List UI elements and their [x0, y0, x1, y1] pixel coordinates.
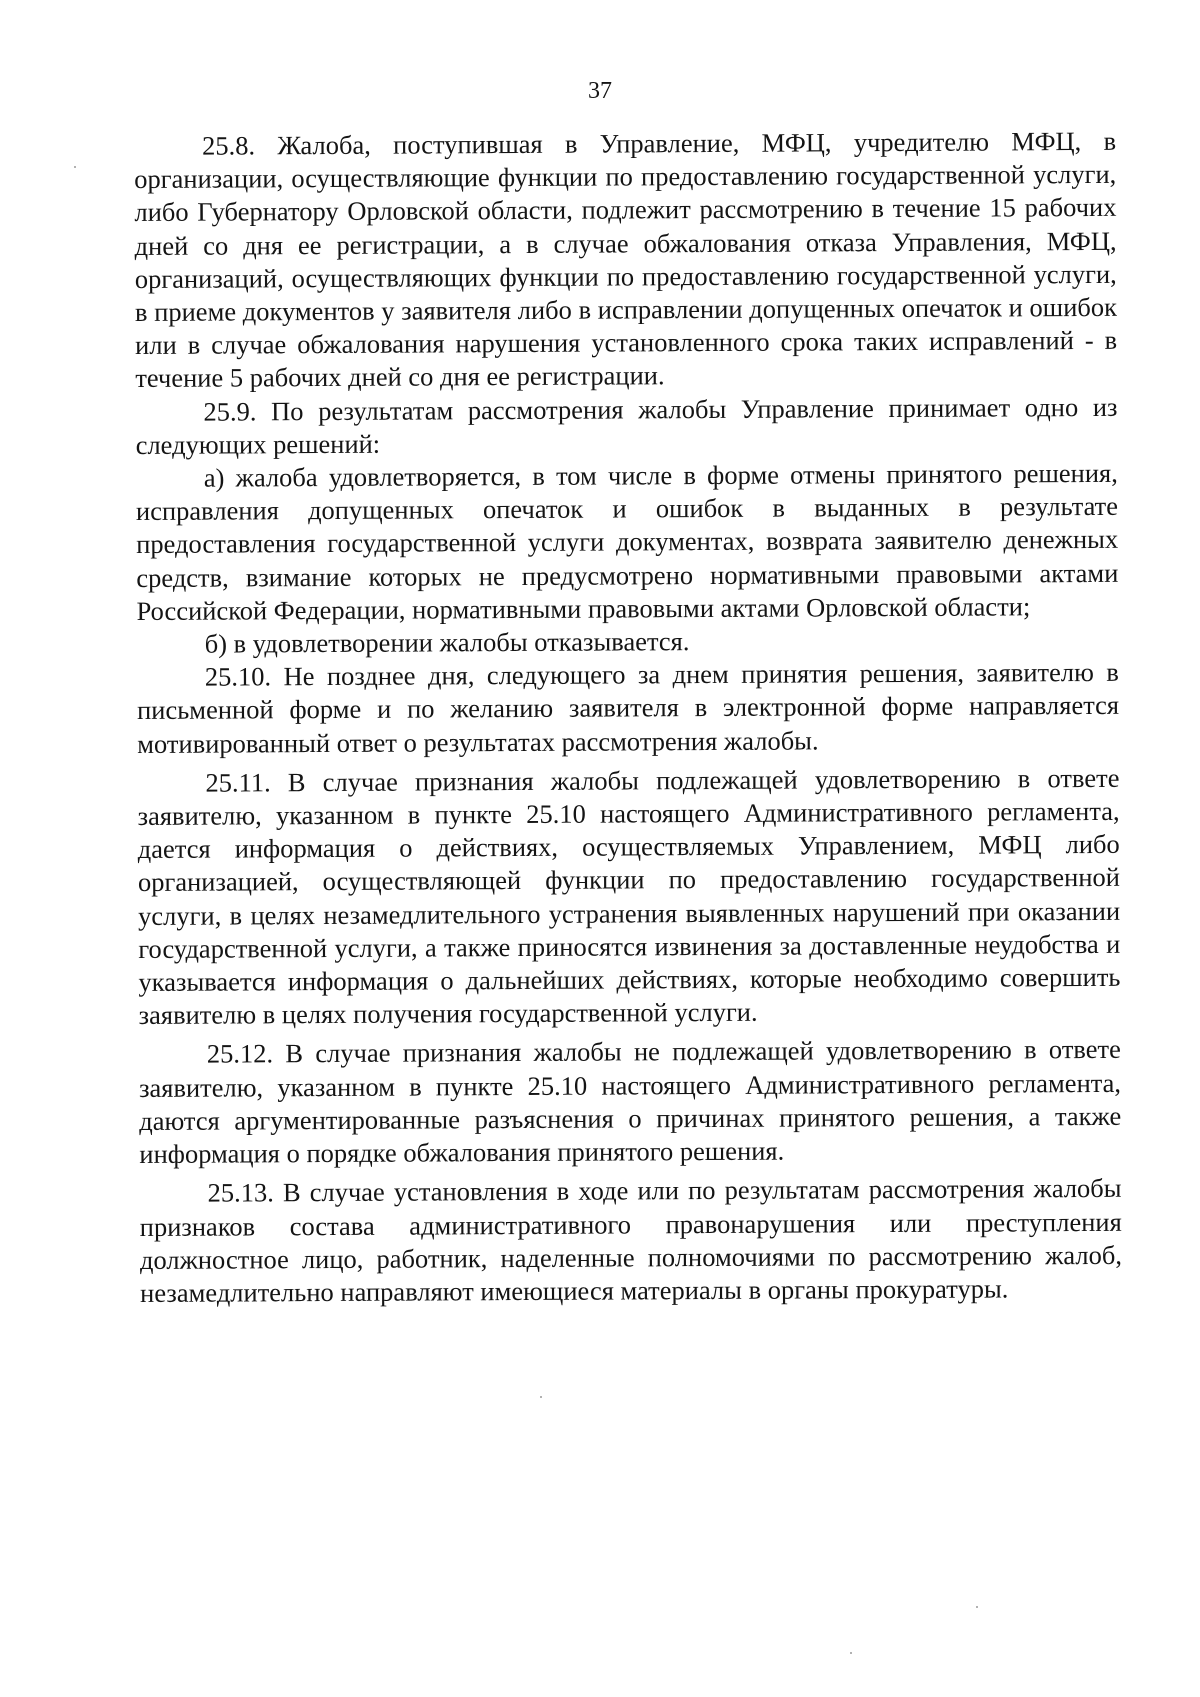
- document-body: [134, 125, 1122, 1310]
- list-item-b: б) в удовлетворении жалобы отказывается.: [204, 626, 690, 659]
- paragraph-25-8: 25.8. Жалоба, поступившая в Управление, МФЦ, учредителю МФЦ, в организации, осуществляющие функции по предоставлению государственной услуги, либо Губернатору Орловской области, подлежит рассмотрению в течение 15 рабочих дней со дня ее регистрации, а в случае обжалования отказа Управления, МФЦ, организаций, осуществляющих функции по предоставлению государственной услуги, в приеме документов у заявителя либо в исправлении допущенных опечаток и ошибок или в случае обжалования нарушения установленного срока таких исправлений - в течение 5 рабочих дней со дня ее регистрации.: [134, 125, 1118, 394]
- scan-speck: [850, 1652, 852, 1654]
- list-item-a: а) жалоба удовлетворяется, в том числе в форме отмены принятого решения, исправления допущенных опечаток и ошибок в выданных в результате предоставления государственной услуги документах, возврата заявителю денежных средств, взимание которых не предусмотрено нормативными правовыми актами Российской Федерации, нормативными правовыми актами Орловской области;: [135, 457, 1119, 626]
- paragraph-25-9: 25.9. По результатам рассмотрения жалобы Управление принимает одно из следующих решений:: [135, 391, 1118, 460]
- scan-speck: [74, 166, 76, 168]
- page-number: 37: [588, 78, 612, 104]
- paragraph-25-10: 25.10. Не позднее дня, следующего за днем принятия решения, заявителю в письменной форме и по желанию заявителя в электронной форме направляется мотивированный ответ о результатах рассмотрения жалобы.: [136, 657, 1120, 759]
- paragraph-25-11: 25.11. В случае признания жалобы подлежащей удовлетворению в ответе заявителю, указанном в пункте 25.10 настоящего Административного регламента, дается информация о действиях, осуществляемых Управлением, МФЦ либо организацией, осуществляющей функции по предоставлению государственной услуги, в целях незамедлительного устранения выявленных нарушений при оказании государственной услуги, а также приносятся извинения за доставленные неудобства и указывается информация о дальнейших действиях, которые необходимо совершить заявителю в целях получения государственной услуги.: [137, 762, 1121, 1031]
- paragraph-25-13: 25.13. В случае установления в ходе или по результатам рассмотрения жалобы признаков состава административного правонарушения или преступления должностное лицо, работник, наделенные полномочиями по рассмотрению жалоб, незамедлительно направляют имеющиеся материалы в органы прокуратуры.: [139, 1173, 1122, 1308]
- scan-speck: [540, 1396, 542, 1398]
- paragraph-25-12: 25.12. В случае признания жалобы не подлежащей удовлетворению в ответе заявителю, указанном в пункте 25.10 настоящего Административного регламента, даются аргументированные разъяснения о причинах принятого решения, а также информация о порядке обжалования принятого решения.: [138, 1034, 1122, 1170]
- scan-speck: [976, 1606, 978, 1608]
